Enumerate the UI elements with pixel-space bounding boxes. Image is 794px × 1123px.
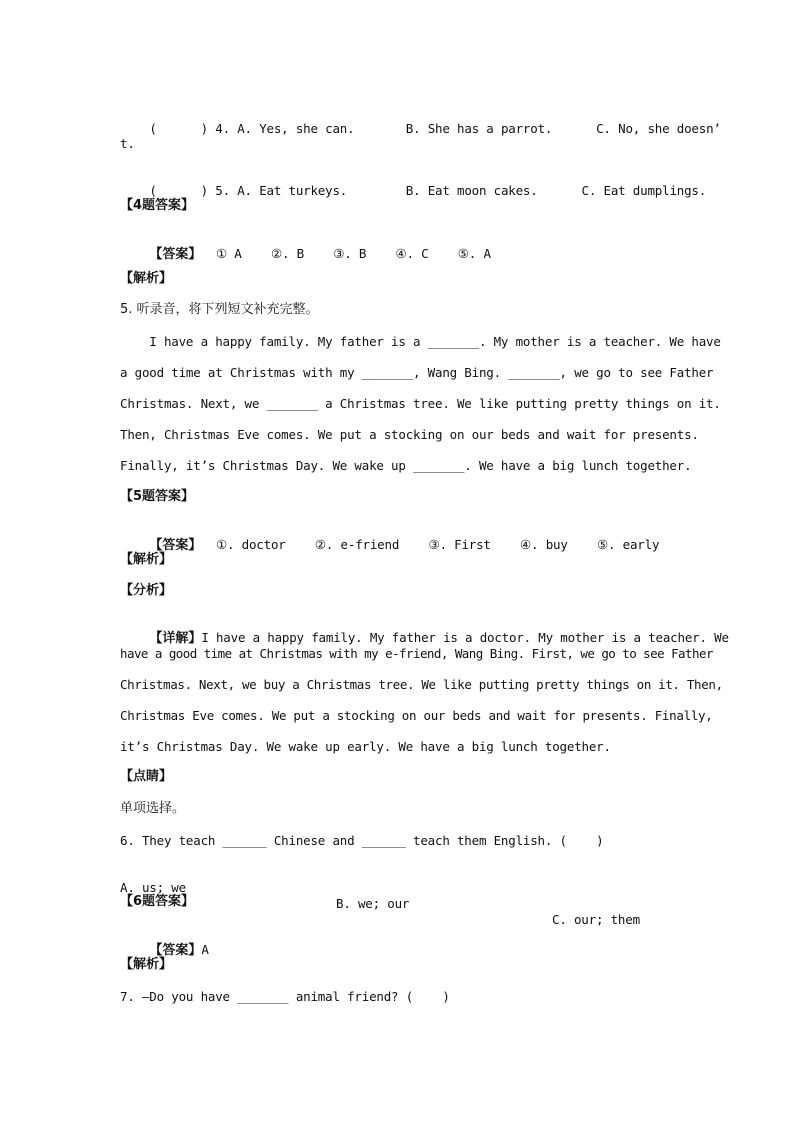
q5-passage-line-5: Finally, it’s Christmas Day. We wake up _______. We have a big lunch together. xyxy=(120,458,692,473)
q5-analysis-label: 【解析】 xyxy=(120,552,173,567)
q6-option-c: C. our; them xyxy=(552,912,640,927)
q4-row4-text: 4. A. Yes, she can. B. She has a parrot. C. No, she doesn’ xyxy=(215,121,721,136)
q6-analysis-label: 【解析】 xyxy=(120,957,173,972)
q6-option-a: A. us; we xyxy=(120,880,186,895)
q5-prompt: 5. 听录音，将下列短文补充完整。 xyxy=(120,302,319,317)
answer-bracket: ( ) xyxy=(149,183,208,198)
detail-label: 【详解】 xyxy=(149,631,202,646)
q6-question: 6. They teach ______ Chinese and ______ teach them English. ( ) xyxy=(120,833,604,848)
q6-answer-value: A xyxy=(201,942,209,957)
q6-answer-header: 【6题答案】 xyxy=(120,894,195,909)
q5-detail-line-5: it’s Christmas Day. We wake up early. We have a big lunch together. xyxy=(120,739,611,754)
answer-bracket: ( ) xyxy=(149,121,208,136)
q7-question: 7. —Do you have _______ animal friend? ( ) xyxy=(120,989,450,1004)
q5-dianjing-label: 【点睛】 xyxy=(120,769,173,784)
q4-row5-text: 5. A. Eat turkeys. B. Eat moon cakes. C. Eat dumplings. xyxy=(215,183,707,198)
answer-label: 【答案】 xyxy=(149,247,202,262)
q5-detail-line-3: Christmas. Next, we buy a Christmas tree. We like putting pretty things on it. Then, xyxy=(120,677,723,692)
q5-detail-line-4: Christmas Eve comes. We put a stocking on our beds and wait for presents. Finally, xyxy=(120,708,713,723)
q4-answer-values: ① A ②. B ③. B ④. C ⑤. A xyxy=(201,246,491,261)
q4-answer-header: 【4题答案】 xyxy=(120,198,195,213)
q5-detail-line-2: have a good time at Christmas with my e-friend, Wang Bing. First, we go to see Father xyxy=(120,646,713,661)
q6-option-b: B. we; our xyxy=(336,896,410,911)
answer-label: 【答案】 xyxy=(149,943,202,958)
q5-passage-line-2: a good time at Christmas with my _______, Wang Bing. _______, we go to see Father xyxy=(120,365,714,380)
q4-row4-wrap: t. xyxy=(120,136,135,151)
q5-passage-line-1: I have a happy family. My father is a _______. My mother is a teacher. We have xyxy=(120,334,721,349)
q5-detail-text-1: I have a happy family. My father is a doctor. My mother is a teacher. We xyxy=(201,630,729,645)
answer-label: 【答案】 xyxy=(149,538,202,553)
q5-fenxi-label: 【分析】 xyxy=(120,583,173,598)
q5-answer-header: 【5题答案】 xyxy=(120,489,195,504)
q4-analysis-label: 【解析】 xyxy=(120,271,173,286)
q5-passage-line-4: Then, Christmas Eve comes. We put a stocking on our beds and wait for presents. xyxy=(120,427,699,442)
q5-answer-values: ①. doctor ②. e-friend ③. First ④. buy ⑤. early xyxy=(201,537,660,552)
q5-passage-line-3: Christmas. Next, we _______ a Christmas tree. We like putting pretty things on it. xyxy=(120,396,721,411)
section-title: 单项选择。 xyxy=(120,801,186,816)
